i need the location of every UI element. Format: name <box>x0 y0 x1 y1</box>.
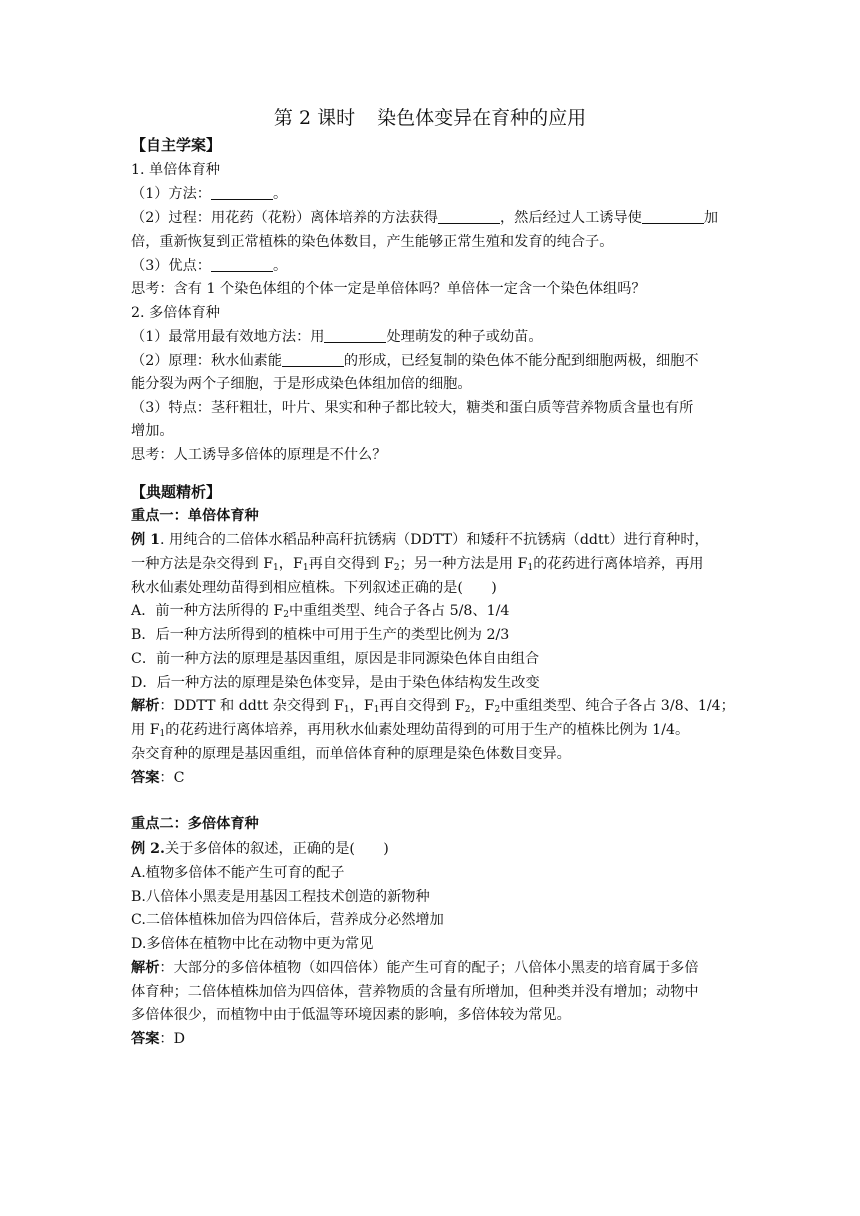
punct: 。 <box>272 186 288 202</box>
fill-blank <box>282 352 344 367</box>
text: 一种方法是杂交得到 F <box>131 556 274 572</box>
ex2-analysis-line1 <box>131 957 699 979</box>
fill-blank <box>211 185 273 200</box>
ex1-analysis-line1 <box>131 695 735 717</box>
s1-advantage-text: （3）优点： <box>131 258 211 274</box>
text: ；另一种方法是用 F <box>399 556 528 572</box>
lesson-number: 第 2 课时 <box>273 107 356 129</box>
section-header-examples: 【典题精析】 <box>131 483 222 501</box>
text: ，F <box>349 698 374 714</box>
ex1-line1 <box>131 529 709 551</box>
text: ：DDTT 和 ddtt 杂交得到 F <box>159 698 344 714</box>
s1-method-text: （1）方法： <box>131 186 211 202</box>
ex1-analysis-line2 <box>131 719 689 741</box>
s1-process-text: （2）过程：用花药（花粉）离体培养的方法获得 <box>131 210 438 226</box>
ex1-option-b: B．后一种方法所得到的植株中可用于生产的类型比例为 2/3 <box>131 627 510 643</box>
s1-process <box>131 207 718 229</box>
answer-value: ：C <box>159 770 185 786</box>
lesson-topic: 染色体变异在育种的应用 <box>377 107 587 129</box>
text: ，F <box>470 698 495 714</box>
answer-value: ：D <box>159 1031 185 1047</box>
s2-method-text-post: 处理萌发的种子或幼苗。 <box>386 329 543 345</box>
subscript: 1 <box>373 705 380 715</box>
example-label: 例 2. <box>131 841 165 857</box>
text: 的花药进行离体培养，再用秋水仙素处理幼苗得到的可用于生产的植株比例为 1/4。 <box>165 722 690 738</box>
text: 的花药进行离体培养，再用 <box>533 556 704 572</box>
subscript: 2 <box>283 610 290 620</box>
ex1-line2 <box>131 553 703 575</box>
s2-title: 2. 多倍体育种 <box>131 305 220 321</box>
ex1-answer <box>131 767 184 789</box>
s2-feature-line2: 增加。 <box>131 423 174 439</box>
ex1-analysis-line3: 杂交育种的原理是基因重组，而单倍体育种的原理是染色体数目变异。 <box>131 746 571 762</box>
s2-principle <box>131 350 699 372</box>
subscript: 1 <box>343 705 350 715</box>
text: 中重组类型、纯合子各占 3/8、1/4； <box>500 698 735 714</box>
ex1-option-c: C．前一种方法的原理是基因重组，原因是非同源染色体自由组合 <box>131 651 540 667</box>
ex1-line3: 秋水仙素处理幼苗得到相应植株。下列叙述正确的是( ) <box>131 580 497 596</box>
key-point-2: 重点二：多倍体育种 <box>131 816 259 832</box>
ex1-text: . 用纯合的二倍体水稻品种高秆抗锈病（DDTT）和矮秆不抗锈病（ddtt）进行育种时， <box>160 532 709 548</box>
s2-feature: （3）特点：茎秆粗壮，叶片、果实和种子都比较大，糖类和蛋白质等营养物质含量也有所 <box>131 400 694 416</box>
answer-label: 答案 <box>131 1031 160 1047</box>
s2-principle-text-post: 的形成，已经复制的染色体不能分配到细胞两极，细胞不 <box>343 353 699 369</box>
ex2-answer <box>131 1028 185 1050</box>
page-title <box>0 104 860 132</box>
analysis-label: 解析 <box>131 698 160 714</box>
fill-blank <box>438 209 500 224</box>
analysis-label: 解析 <box>131 960 160 976</box>
fill-blank <box>211 257 273 272</box>
section-header-self-study: 【自主学案】 <box>131 136 222 154</box>
ex2-analysis-line3: 多倍体很少，而植物中由于低温等环境因素的影响，多倍体较为常见。 <box>131 1007 571 1023</box>
ex1-option-d: D．后一种方法的原理是染色体变异，是由于染色体结构发生改变 <box>131 675 540 691</box>
s2-method-text: （1）最常用最有效地方法：用 <box>131 329 325 345</box>
s1-title: 1. 单倍体育种 <box>131 162 220 178</box>
text: 再自交得到 F <box>308 556 394 572</box>
fill-blank <box>324 328 386 343</box>
ex1-option-a <box>131 600 509 622</box>
subscript: 1 <box>159 729 166 739</box>
subscript: 1 <box>273 563 279 573</box>
s1-advantage <box>131 255 287 277</box>
ex2-option-d: D.多倍体在植物中比在动物中更为常见 <box>131 936 374 952</box>
subscript: 1 <box>527 563 534 573</box>
text: 中重组类型、纯合子各占 5/8、1/4 <box>289 603 510 619</box>
subscript: 1 <box>302 563 309 573</box>
text: ：大部分的多倍体植物（如四倍体）能产生可育的配子；八倍体小黑麦的培育属于多倍 <box>159 960 699 976</box>
ex2-option-c: C.二倍体植株加倍为四倍体后，营养成分必然增加 <box>131 912 444 928</box>
text: A．前一种方法所得的 F <box>131 603 284 619</box>
subscript: 2 <box>393 563 400 573</box>
s2-principle-line2: 能分裂为两个子细胞，于是形成染色体组加倍的细胞。 <box>131 376 472 392</box>
ex2-question <box>131 838 389 860</box>
example-label: 例 1 <box>131 532 160 548</box>
ex2-analysis-line2: 体育种；二倍体植株加倍为四倍体，营养物质的含量有所增加，但种类并没有增加；动物中 <box>131 984 699 1000</box>
punct: 。 <box>272 258 288 274</box>
ex2-option-b: B.八倍体小黑麦是用基因工程技术创造的新物种 <box>131 889 430 905</box>
s2-think: 思考：人工诱导多倍体的原理是不什么？ <box>131 447 387 463</box>
s1-process-text-mid: ，然后经过人工诱导使 <box>499 210 642 226</box>
s1-think: 思考：含有 1 个染色体组的个体一定是单倍体吗？单倍体一定含一个染色体组吗？ <box>131 281 646 297</box>
s1-method <box>131 183 287 205</box>
s1-process-line2: 倍，重新恢复到正常植株的染色体数目，产生能够正常生殖和发育的纯合子。 <box>131 234 614 250</box>
fill-blank <box>642 209 704 224</box>
subscript: 2 <box>464 705 471 715</box>
text: 关于多倍体的叙述，正确的是( ) <box>164 841 389 857</box>
ex2-option-a: A.植物多倍体不能产生可育的配子 <box>131 865 345 881</box>
subscript: 2 <box>494 705 501 715</box>
key-point-1: 重点一：单倍体育种 <box>131 508 259 524</box>
s2-method <box>131 326 543 348</box>
text: 用 F <box>131 722 160 738</box>
answer-label: 答案 <box>131 770 160 786</box>
text: ，F <box>278 556 303 572</box>
text: 再自交得到 F <box>379 698 465 714</box>
s2-principle-text: （2）原理：秋水仙素能 <box>131 353 282 369</box>
s1-process-text-end: 加 <box>703 210 719 226</box>
